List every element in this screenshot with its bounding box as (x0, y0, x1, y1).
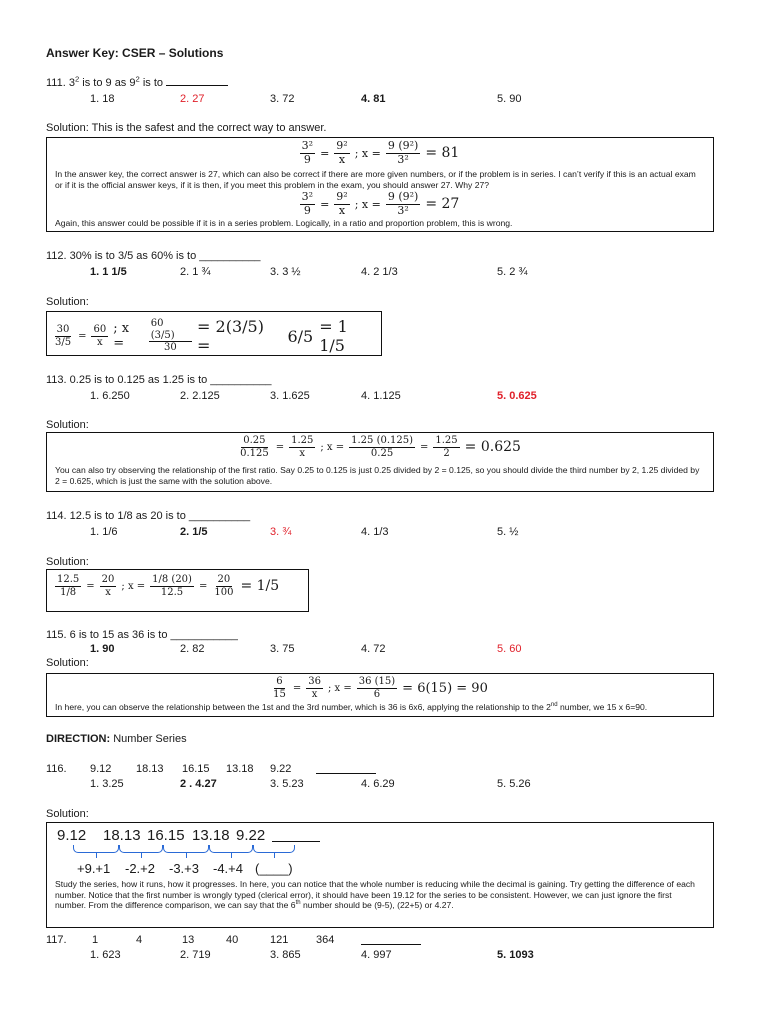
q116-big-term-5: 9.22 (236, 827, 266, 844)
q116-solution-label: Solution: (46, 808, 89, 820)
q116-number: 116. (46, 763, 67, 775)
difference-bracket (119, 845, 163, 853)
q114-option-3: 3. ¾ (270, 526, 292, 538)
q116-note: Study the series, how it runs, how it progresses. In here, you can notice that the whole number is reducing while the decimal is gaining. Try getting the difference of each number. Notice that the first number is wrongly typed (clerical error), it should have been 19.12 for the series to be consistent. However, we can just ignore the first number. From the difference comparison, we can say that the 6th number should be (9-5), (22+5) or 4.27. (55, 879, 695, 910)
q112-option-1: 1. 1 1/5 (90, 266, 127, 278)
q117-option-1: 1. 623 (90, 949, 121, 961)
q115-option-1: 1. 90 (90, 643, 115, 655)
q115-note: In here, you can observe the relationship between the 1st and the 3rd number, which is 36 is 6x6, applying the relationship to the 2nd number, we 15 x 6=90. (55, 702, 648, 712)
q113-solution-box (46, 432, 714, 492)
q111-note-2: Again, this answer could be possible if it is in a series problem. Logically, in a ratio and proportion problem, this is wrong. (55, 218, 513, 228)
q117-answer-blank (361, 944, 421, 945)
q112-option-2: 2. 1 ¾ (180, 266, 211, 278)
q116-big-term-1: 9.12 (57, 827, 87, 844)
q111-note-1: In the answer key, the correct answer is 27, which can also be correct if there are more given numbers, or if the problem is in series. I can’t verify if this is an actual exam or if it is the official answer keys, if it is then, if you meet this problem in the exam, you should answer 27. Why 27? (55, 169, 696, 190)
q115-equation: $\frac{6}{15}$ = $\frac{36}{x}$ ; x = $\frac{36 (15)}{6}$ = 6(15) = 90 (273, 676, 488, 700)
q116-big-term-2: 18.13 (103, 827, 141, 844)
q114-solution-box (46, 569, 309, 612)
difference-bracket (209, 845, 253, 853)
q117-option-4: 4. 997 (361, 949, 392, 961)
q111-solution-box (46, 137, 714, 232)
question-111: 111. $3^2$ is to 9 as $9^2$ is to (46, 77, 228, 90)
q116-term-4: 13.18 (226, 763, 254, 775)
q113-option-4: 4. 1.125 (361, 390, 401, 402)
q111-equation-2: $\frac{\text{3²}}{9}$ = $\frac{\text{9²}}{x}$ ; x = $\frac{\text{9 (9²)}}{\text{3²}}$ = 27 (301, 190, 460, 217)
q113-note: You can also try observing the relationship of the first ratio. Say 0.25 to 0.125 is just 0.25 divided by 2 = 0.125, so you should divide the third number by 2, 1.25 divided by 2 = 0.625, which is just the same with the solution above. (55, 465, 700, 486)
q116-option-5: 5. 5.26 (497, 778, 531, 790)
q113-option-1: 1. 6.250 (90, 390, 130, 402)
q111-equation-1: $\frac{\text{3²}}{9}$ = $\frac{\text{9²}}{x}$ ; x = $\frac{\text{9 (9²)}}{\text{3²}}$ = 81 (301, 139, 460, 166)
q115-option-3: 3. 75 (270, 643, 295, 655)
q113-equation: $\frac{0.25}{0.125}$ = $\frac{1.25}{x}$ ; x = $\frac{1.25 (0.125)}{0.25}$ = $\frac{1.25}{2}$ = 0.625 (240, 435, 521, 459)
q114-option-4: 4. 1/3 (361, 526, 389, 538)
q116-diff-3: -3.+3 (169, 861, 199, 876)
q113-option-2: 2. 2.125 (180, 390, 220, 402)
q113-option-3: 3. 1.625 (270, 390, 310, 402)
q116-term-5: 9.22 (270, 763, 292, 775)
q116-solution-box (46, 822, 714, 928)
question-112: 112. 30% is to 3/5 as 60% is to __________ (46, 250, 261, 262)
q111-option-5: 5. 90 (497, 93, 522, 105)
direction-heading: DIRECTION: Number Series (46, 733, 187, 745)
q116-big-term-4: 13.18 (192, 827, 230, 844)
q114-option-1: 1. 1/6 (90, 526, 118, 538)
q111-solution-label: Solution: This is the safest and the correct way to answer. (46, 122, 327, 134)
q115-option-4: 4. 72 (361, 643, 386, 655)
q116-diff-4: -4.+4 (213, 861, 243, 876)
q116-diff-1: +9.+1 (77, 861, 111, 876)
q111-option-1: 1. 18 (90, 93, 115, 105)
q112-option-3: 3. 3 ½ (270, 266, 301, 278)
q113-option-5: 5. 0.625 (497, 390, 537, 402)
q112-solution-label: Solution: (46, 296, 89, 308)
q114-option-5: 5. ½ (497, 526, 519, 538)
difference-bracket (253, 845, 295, 853)
q116-option-1: 1. 3.25 (90, 778, 124, 790)
q116-term-2: 18.13 (136, 763, 164, 775)
q117-term-1: 1 (92, 934, 99, 946)
q117-term-5: 121 (270, 934, 289, 946)
q114-solution-label: Solution: (46, 556, 89, 568)
q117-option-5: 5. 1093 (497, 949, 534, 961)
q116-diff-5: (____) (255, 861, 293, 876)
q114-option-2: 2. 1/5 (180, 526, 208, 538)
q115-option-2: 2. 82 (180, 643, 205, 655)
q117-term-2: 4 (136, 934, 143, 946)
q115-option-5: 5. 60 (497, 643, 522, 655)
question-114: 114. 12.5 is to 1/8 as 20 is to __________ (46, 510, 251, 522)
page-title: Answer Key: CSER – Solutions (46, 46, 224, 60)
q111-option-2: 2. 27 (180, 93, 205, 105)
q112-option-4: 4. 2 1/3 (361, 266, 398, 278)
difference-bracket (163, 845, 209, 853)
q115-solution-label: Solution: (46, 657, 89, 669)
q114-equation: $\frac{12.5}{1/8}$ = $\frac{20}{x}$ ; x = $\frac{1/8 (20)}{12.5}$ = $\frac{20}{100}$ = 1/5 (57, 574, 280, 598)
difference-bracket (73, 845, 119, 853)
q117-term-6: 364 (316, 934, 335, 946)
q117-term-3: 13 (182, 934, 195, 946)
q116-diff-2: -2.+2 (125, 861, 155, 876)
q116-term-3: 16.15 (182, 763, 210, 775)
q116-answer-blank (316, 773, 376, 774)
q116-option-4: 4. 6.29 (361, 778, 395, 790)
q112-equation: $\frac{30}{3/5}$ = $\frac{60}{x}$ ; x = $\frac{60 (3/5)}{30}$ = 2(3/5) = 6/5 = 1 1/5 (55, 317, 348, 355)
q116-option-2: 2 . 4.27 (180, 778, 217, 790)
q117-option-2: 2. 719 (180, 949, 211, 961)
q116-option-3: 3. 5.23 (270, 778, 304, 790)
q111-option-4: 4. 81 (361, 93, 386, 105)
q112-option-5: 5. 2 ¾ (497, 266, 528, 278)
q116-term-1: 9.12 (90, 763, 112, 775)
q117-number: 117. (46, 934, 67, 946)
q117-option-3: 3. 865 (270, 949, 301, 961)
question-115: 115. 6 is to 15 as 36 is to ___________ (46, 629, 238, 641)
q111-option-3: 3. 72 (270, 93, 295, 105)
q112-solution-box (46, 311, 382, 356)
q113-solution-label: Solution: (46, 419, 89, 431)
q117-term-4: 40 (226, 934, 239, 946)
q116-big-blank (272, 841, 320, 842)
question-113: 113. 0.25 is to 0.125 as 1.25 is to __________ (46, 374, 272, 386)
q115-solution-box (46, 673, 714, 717)
q116-big-term-3: 16.15 (147, 827, 185, 844)
